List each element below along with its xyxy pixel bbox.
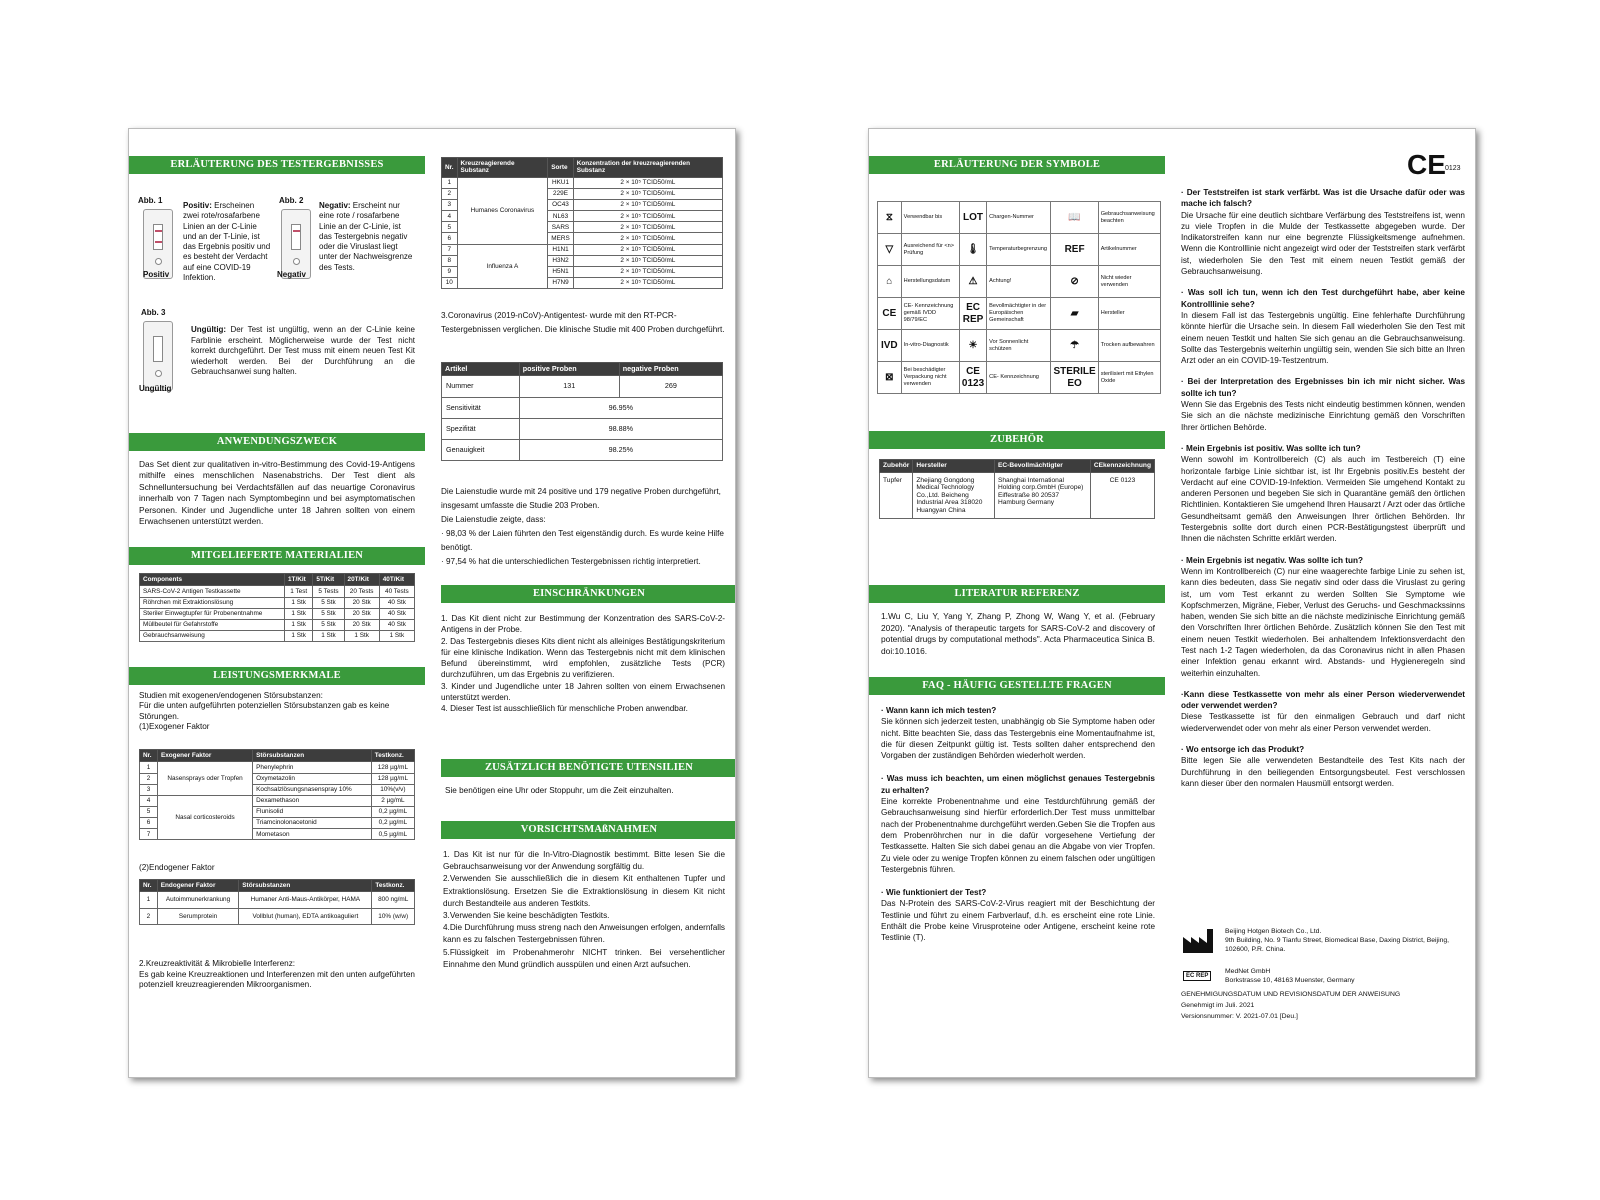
table-cell: 2 × 10⁵ TCID50/mL: [573, 266, 722, 277]
table-cell: 2 × 10⁵ TCID50/mL: [573, 177, 722, 188]
faq-item: [1181, 689, 1465, 734]
table-header-cell: Nr.: [140, 880, 158, 892]
lay-study-text: Die Laienstudie wurde mit 24 positive und 179 negative Proben durchgeführt, insgesamt umfasste die Studie 203 Proben. Die Laienstudie zeigte, dass: · 98,03 % der Laien führten den Test eigenständig durch. Es wurde keine Hilfe benötigt. · 97,54 % hat die unterschiedlichen Testergebnissen richtig interpretiert.: [441, 487, 724, 566]
table-cell: 40 Stk: [379, 608, 414, 619]
table-header-cell: Hersteller: [913, 460, 995, 473]
table-row: [880, 472, 1155, 519]
table-cell: 2 × 10⁵ TCID50/mL: [573, 277, 722, 288]
symbol-icon: ⊠: [878, 362, 902, 394]
table-cell: 1 Stk: [285, 630, 313, 641]
symbol-icon: IVD: [878, 330, 902, 362]
symbol-row: [878, 330, 1161, 362]
table-header-cell: EC-Bevollmächtigter: [994, 460, 1090, 473]
symbol-row: [878, 234, 1161, 266]
table-cell: 40 Stk: [379, 597, 414, 608]
table-header-cell: Testkonz.: [372, 880, 415, 892]
symbol-icon: ▰: [1051, 298, 1098, 330]
symbol-icon: REF: [1051, 234, 1098, 266]
table-cell: 2 × 10⁵ TCID50/mL: [573, 233, 722, 244]
faq-left-list: [881, 705, 1155, 956]
endogenous-label: (2)Endogener Faktor: [139, 863, 215, 872]
symbol-label: Herstellungsdatum: [901, 266, 959, 298]
faq-question: · Mein Ergebnis ist positiv. Was sollte ich tun?: [1181, 443, 1361, 453]
table-row: [140, 892, 415, 908]
table-header-cell: Kreuzreagierende Substanz: [457, 158, 548, 178]
table-row: [442, 376, 723, 397]
table-header-cell: Konzentration der kreuzreagierenden Substanz: [573, 158, 722, 178]
accessories-table: [879, 459, 1155, 519]
faq-item: [1181, 187, 1465, 277]
faq-item: [881, 887, 1155, 943]
symbols-table: [877, 201, 1161, 394]
fig2-caption: Negativ: [277, 270, 306, 279]
faq-question: ·Kann diese Testkassette von mehr als einer Person wiederverwendet oder verwendet werden?: [1181, 689, 1465, 711]
cross-reactivity-text: 2.Kreuzreaktivität & Mikrobielle Interferenz: Es gab keine Kreuzreaktionen und Interferenzen mit den unten aufgeführten potenziell kreuzreagierenden Mikroorganismen.: [139, 959, 415, 990]
section-header-accessories: ZUBEHÖR: [869, 431, 1165, 449]
table-row: [140, 619, 415, 630]
section-header-symbols: ERLÄUTERUNG DER SYMBOLE: [869, 156, 1165, 174]
table-cell: 1 Stk: [285, 619, 313, 630]
table-row: [140, 608, 415, 619]
table-cell: 10% (w/w): [372, 908, 415, 924]
table-cell: 1: [140, 892, 158, 908]
table-header-cell: positive Proben: [519, 363, 619, 376]
table-cell: 1 Stk: [285, 597, 313, 608]
table-cell: 2 × 10⁵ TCID50/mL: [573, 188, 722, 199]
table-cell: 6: [442, 233, 458, 244]
endogenous-table: [139, 879, 415, 925]
symbol-icon: 🌡: [959, 234, 986, 266]
table-header-cell: 5T/Kit: [313, 574, 344, 586]
literature-text: 1.Wu C, Liu Y, Yang Y, Zhang P, Zhong W, Wang Y, et al. (February 2020). "Analysis of therapeutic targets for SARS-CoV-2 and discovery of potential drugs by computational methods". Acta Pharmaceutica Sinica B. doi:10.1016.: [881, 611, 1155, 656]
table-cell: Nummer: [442, 376, 520, 397]
table-cell: CE 0123: [1090, 472, 1154, 519]
table-row: [140, 586, 415, 597]
table-cell: Spezifität: [442, 418, 520, 439]
table-header-cell: Endogener Faktor: [157, 880, 239, 892]
table-cell: 1 Test: [285, 586, 313, 597]
section-header-purpose: ANWENDUNGSZWECK: [129, 433, 425, 451]
table-cell: Influenza A: [457, 244, 548, 289]
table-cell: Shanghai International Holding corp.GmbH (Europe) Eiffestraße 80 20537 Hamburg Germany: [994, 472, 1090, 519]
leaflet-page-1: [128, 128, 736, 1078]
manufacturer-address: Beijing Hotgen Biotech Co., Ltd. 9th Building, No. 9 Tianfu Street, Biomedical Base, Daxing District, Beijing, 102600, P.R. China.: [1225, 928, 1450, 953]
table-cell: Triamcinolonacetonid: [253, 818, 372, 829]
table-cell: 7: [442, 244, 458, 255]
section-header-performance: LEISTUNGSMERKMALE: [129, 667, 425, 685]
fig1-label: Abb. 1: [138, 196, 163, 205]
symbol-icon: LOT: [959, 202, 986, 234]
table-cell: 2 × 10⁵ TCID50/mL: [573, 222, 722, 233]
table-cell: Gebrauchsanweisung: [140, 630, 285, 641]
faq-answer: Diese Testkassette ist für den einmaligen Gebrauch und darf nicht wiederverwendet oder von mehr als einer Person verwendet werden.: [1181, 712, 1465, 733]
table-cell: 2: [140, 773, 158, 784]
symbol-icon: STERILE EO: [1051, 362, 1098, 394]
faq-question: · Was muss ich beachten, um einen möglichst genaues Testergebnis zu erhalten?: [881, 774, 1155, 795]
table-cell: 10%(v/v): [371, 784, 414, 795]
table-cell: 5: [442, 222, 458, 233]
faq-answer: Sie können sich jederzeit testen, unabhängig ob Sie Symptome haben oder nicht. Bitte beachten Sie, dass das Testergebnis eine Momentaufnahme ist, die für diesen Zeitpunkt gültig ist. Tests sollten daher entsprechend den Vorgaben der zuständigen Behörden wiederholt werden.: [881, 717, 1155, 761]
table-row: [140, 762, 415, 773]
table-row: [140, 630, 415, 641]
table-row: [442, 397, 723, 418]
table-cell: Mometason: [253, 829, 372, 840]
table-cell: 4: [442, 211, 458, 222]
faq-answer: Die Ursache für eine deutlich sichtbare Verfärbung des Teststreifens ist, wenn zu viele Tropfen in die Mulde der Testkassette abgegeben wurde. Der Indikatorstreifen kann nur eine begrenzte Flüssigkeitsmenge aufnehmen. Wenn die Kontrolllinie nicht angezeigt wird oder der Teststreifen stark verfärbt ist, wiederholen Sie den Test mit einem neuen Testkit gemäß der Gebrauchsanweisung.: [1181, 210, 1465, 277]
table-cell: 98.88%: [519, 418, 722, 439]
table-cell: Flunisolid: [253, 806, 372, 817]
table-cell: 5 Tests: [313, 586, 344, 597]
table-cell: Dexamethason: [253, 795, 372, 806]
limitations-text: 1. Das Kit dient nicht zur Bestimmung der Konzentration des SARS-CoV-2-Antigens in der Probe. 2. Das Testergebnis dieses Kits dient nicht als alleiniges Bestätigungskriterium für eine klinische Indikation. Wenn das Testergebnis nicht mit dem klinischen Befund übereinstimmt, wird empfohlen, zusätzliche Tests (PCR) durchzuführen, um das Ergebnis zu verifizieren. 3. Kinder und Jugendliche unter 18 Jahren sollten von einem Erwachsenen unterstützt werden. 4. Dieser Test ist ausschließlich für menschliche Proben anwendbar.: [441, 614, 725, 714]
cross-reactivity-table: [441, 157, 723, 289]
table-cell: 2: [140, 908, 158, 924]
symbol-label: Verwendbar bis: [901, 202, 959, 234]
symbol-icon: EC REP: [959, 298, 986, 330]
table-cell: SARS-CoV-2 Antigen Testkassette: [140, 586, 285, 597]
table-cell: 40 Stk: [379, 619, 414, 630]
section-header-faq: FAQ - HÄUFIG GESTELLTE FRAGEN: [869, 677, 1165, 695]
faq-answer: Wenn Sie das Ergebnis des Tests nicht eindeutig bestimmen können, wenden Sie sich an die nächste medizinische Einrichtung gemäß den Vorschriften Ihrer örtlichen Behörde.: [1181, 400, 1465, 432]
faq-question: · Wo entsorge ich das Produkt?: [1181, 745, 1305, 755]
table-cell: 2 × 10⁵ TCID50/mL: [573, 211, 722, 222]
table-cell: 8: [442, 255, 458, 266]
fig2-label: Abb. 2: [279, 196, 304, 205]
ce-notified-body-number: 0123: [1445, 165, 1461, 172]
table-cell: Tupfer: [880, 472, 913, 519]
symbol-label: CE- Kennzeichnung: [987, 362, 1051, 394]
fig1-caption: Positiv: [143, 270, 170, 279]
faq-question: · Was soll ich tun, wenn ich den Test durchgeführt habe, aber keine Kontrolllinie sehe?: [1181, 288, 1465, 309]
ec-rep-icon: EC REP: [1183, 971, 1211, 981]
table-cell: Sensitivität: [442, 397, 520, 418]
table-cell: Kochsalzlösungsnasenspray 10%: [253, 784, 372, 795]
table-cell: 20 Stk: [344, 619, 379, 630]
table-cell: 20 Stk: [344, 608, 379, 619]
table-cell: Humanes Coronavirus: [457, 177, 548, 244]
table-header-cell: 40T/Kit: [379, 574, 414, 586]
faq-right-list: [1181, 187, 1465, 799]
table-header-cell: Störsubstanzen: [239, 880, 372, 892]
manufacturer-icon: [1183, 929, 1215, 953]
section-header-precautions: VORSICHTSMAßNAHMEN: [441, 821, 736, 839]
purpose-text: Das Set dient zur qualitativen in-vitro-Bestimmung des Covid-19-Antigens mithilfe eines menschlichen Nasenabstrichs. Der Test dient als Schnelluntersuchung bei Verdachtsfällen auf das neuartige Coronavirus innerhalb von 7 Tagen nach Symptombeginn und bei asymptomatischen Personen. Kinder und Jugendliche unter 18 Jahren sollten von einem Erwachsenen unterstützt werden.: [139, 459, 415, 527]
faq-question: · Mein Ergebnis ist negativ. Was sollte ich tun?: [1181, 555, 1363, 565]
table-cell: 131: [519, 376, 619, 397]
symbol-icon: ☂: [1051, 330, 1098, 362]
symbol-label: CE- Kennzeichnung gemäß IVDD 98/79/EC: [901, 298, 959, 330]
table-header-cell: Components: [140, 574, 285, 586]
table-cell: 96.95%: [519, 397, 722, 418]
table-header-cell: 20T/Kit: [344, 574, 379, 586]
materials-table: [139, 573, 415, 642]
table-cell: 9: [442, 266, 458, 277]
table-header-cell: negative Proben: [619, 363, 722, 376]
symbol-label: sterilisiert mit Ethylen Oxide: [1098, 362, 1160, 394]
corona-study-text: 3.Coronavirus (2019-nCoV)-Antigentest- wurde mit den RT-PCR-Testergebnissen verglichen. Die klinische Studie mit 400 Proben durchgeführt.: [441, 311, 725, 334]
symbol-icon: ⊘: [1051, 266, 1098, 298]
table-cell: 5 Stk: [313, 619, 344, 630]
table-cell: 2 × 10⁵ TCID50/mL: [573, 200, 722, 211]
symbol-label: Gebrauchsanweisung beachten: [1098, 202, 1160, 234]
faq-answer: Das N-Protein des SARS-CoV-2-Virus reagiert mit der Beschichtung der Testlinie und führt zu einem Farbverlauf, d.h. es erscheint eine rote Linie. Enthält die Probe keine Virusproteine oder Antigene, erscheint keine rote Testlinie (T).: [881, 899, 1155, 943]
table-cell: 1 Stk: [344, 630, 379, 641]
table-cell: 20 Tests: [344, 586, 379, 597]
table-cell: 3: [442, 200, 458, 211]
symbol-icon: ⧖: [878, 202, 902, 234]
symbol-icon: 📖: [1051, 202, 1098, 234]
table-cell: Müllbeutel für Gefahrstoffe: [140, 619, 285, 630]
symbol-label: In-vitro-Diagnostik: [901, 330, 959, 362]
faq-question: · Bei der Interpretation des Ergebnisses bin ich mir nicht sicher. Was sollte ich tun?: [1181, 377, 1465, 398]
faq-item: [1181, 443, 1465, 545]
table-cell: 800 ng/mL: [372, 892, 415, 908]
section-header-utensils: ZUSÄTZLICH BENÖTIGTE UTENSILIEN: [441, 759, 736, 777]
table-cell: Zhejiang Gongdong Medical Technology Co.,Ltd. Beicheng Industrial Area 318020 Huangyan China: [913, 472, 995, 519]
performance-intro: Studien mit exogenen/endogenen Störsubstanzen: Für die unten aufgeführten potenziellen Störsubstanzen gab es keine Störungen. (1)Exogener Faktor: [139, 691, 390, 732]
table-header-cell: Artikel: [442, 363, 520, 376]
table-cell: 0,5 µg/mL: [371, 829, 414, 840]
symbol-label: Ausreichend für <n> Prüfung: [901, 234, 959, 266]
table-header-cell: 1T/Kit: [285, 574, 313, 586]
table-cell: H7N9: [548, 277, 573, 288]
symbol-row: [878, 298, 1161, 330]
table-cell: 20 Stk: [344, 597, 379, 608]
exogenous-table: [139, 749, 415, 840]
table-cell: Röhrchen mit Extraktionslösung: [140, 597, 285, 608]
table-cell: Nasensprays oder Tropfen: [157, 762, 252, 795]
table-cell: Nasal corticosteroids: [157, 795, 252, 840]
precautions-text: 1. Das Kit ist nur für die In-Vitro-Diagnostik bestimmt. Bitte lesen Sie die Gebrauchsanweisung vor der Anwendung sorgfältig du. 2.Verwenden Sie ausschließlich die in diesem Kit enthaltenen Tupfer und Extraktionslösung. Ersetzen Sie die Extraktionslösung in diesem Kit nicht durch Bestandteile aus anderen Testkits. 3.Verwenden Sie keine beschädigten Testkits. 4.Die Durchführung muss streng nach den Anweisungen erfolgen, andernfalls kann es zu falschen Testergebnissen führen. 5.Flüssigkeit im Probenahmerohr NICHT trinken. Bei versehentlicher Einnahme den Mund gründlich ausspülen und einen Arzt aufsuchen.: [443, 850, 725, 969]
table-cell: 1 Stk: [313, 630, 344, 641]
table-cell: OC43: [548, 200, 573, 211]
table-cell: Steriler Einwegtupfer für Probenentnahme: [140, 608, 285, 619]
symbol-label: Bevollmächtigter in der Europäischen Gemeinschaft: [987, 298, 1051, 330]
symbol-row: [878, 266, 1161, 298]
table-header-cell: Störsubstanzen: [253, 750, 372, 762]
table-row: [442, 177, 723, 188]
clinical-results-table: [441, 362, 723, 461]
table-cell: Autoimmunerkrankung: [157, 892, 239, 908]
table-cell: 1 Stk: [379, 630, 414, 641]
page1-left-column: [129, 129, 425, 1077]
faq-question: · Wie funktioniert der Test?: [881, 888, 987, 898]
table-cell: Humaner Anti-Maus-Antikörper, HAMA: [239, 892, 372, 908]
symbol-label: Hersteller: [1098, 298, 1160, 330]
table-cell: 5: [140, 806, 158, 817]
table-row: [442, 244, 723, 255]
table-cell: 3: [140, 784, 158, 795]
faq-item: [881, 773, 1155, 875]
symbol-icon: ▽: [878, 234, 902, 266]
section-header-results: ERLÄUTERUNG DES TESTERGEBNISSES: [129, 156, 425, 174]
table-header-cell: Nr.: [140, 750, 158, 762]
table-row: [140, 908, 415, 924]
symbol-label: Chargen-Nummer: [987, 202, 1051, 234]
symbol-label: Artikelnummer: [1098, 234, 1160, 266]
faq-answer: Wenn im Kontrollbereich (C) nur eine waagerechte farbige Linie zu sehen ist, kann dies bedeuten, dass Sie negativ sind oder dass die Viruslast zu gering ist, um vom Test erkannt zu werden Sollten Sie Symptome wie Kopfschmerzen, Migräne, Fieber, Verlust des Geruchs- und Geschmackssinns haben, wenden Sie sich bitte an die nächste medizinische Einrichtung gemäß den Vorschriften Ihrer örtlichen Behörde. Zusätzlich können Sie den Test mit einem neuen Testkit wiederholen. Bei anhaltendem Infektionsverdacht den Test nach 1-2 Tagen wiederholen, da das Coronavirus nicht in allen Phasen einer Infektion genau erkannt wird. Abstands- und Hygieneregeln sind weiterhin einzuhalten.: [1181, 566, 1465, 678]
table-cell: 98.25%: [519, 440, 722, 461]
table-header-cell: Exogener Faktor: [157, 750, 252, 762]
page2-left-column: [869, 129, 1165, 1077]
symbol-icon: CE 0123: [959, 362, 986, 394]
faq-item: [881, 705, 1155, 761]
table-cell: 5 Stk: [313, 608, 344, 619]
table-cell: 4: [140, 795, 158, 806]
symbol-label: Trocken aufbewahren: [1098, 330, 1160, 362]
table-cell: 128 µg/mL: [371, 762, 414, 773]
faq-item: [1181, 287, 1465, 366]
table-cell: H1N1: [548, 244, 573, 255]
table-cell: 1: [442, 177, 458, 188]
section-header-materials: MITGELIEFERTE MATERIALIEN: [129, 547, 425, 565]
table-cell: MERS: [548, 233, 573, 244]
leaflet-page-2: [868, 128, 1476, 1078]
symbol-row: [878, 362, 1161, 394]
table-cell: H3N2: [548, 255, 573, 266]
table-cell: Serumprotein: [157, 908, 239, 924]
faq-question: · Der Teststreifen ist stark verfärbt. Was ist die Ursache dafür oder was mache ich falsch?: [1181, 188, 1465, 209]
table-cell: 0,2 µg/mL: [371, 818, 414, 829]
table-row: [140, 597, 415, 608]
table-cell: Oxymetazolin: [253, 773, 372, 784]
fig3-label: Abb. 3: [141, 308, 166, 317]
faq-item: [1181, 376, 1465, 432]
table-cell: 10: [442, 277, 458, 288]
table-cell: H5N1: [548, 266, 573, 277]
table-cell: Genauigkeit: [442, 440, 520, 461]
ce-mark: CE: [1407, 149, 1446, 180]
symbol-row: [878, 202, 1161, 234]
table-cell: 2 µg/mL: [371, 795, 414, 806]
table-header-cell: Zubehör: [880, 460, 913, 473]
symbol-icon: ⌂: [878, 266, 902, 298]
test-cassette-invalid: [143, 321, 173, 391]
table-cell: 2 × 10⁵ TCID50/mL: [573, 255, 722, 266]
fig3-caption: Ungültig: [139, 384, 172, 393]
utensils-text: Sie benötigen eine Uhr oder Stoppuhr, um die Zeit einzuhalten.: [445, 786, 674, 795]
table-row: [140, 795, 415, 806]
section-header-limitations: EINSCHRÄNKUNGEN: [441, 585, 736, 603]
table-cell: HKU1: [548, 177, 573, 188]
table-row: [442, 418, 723, 439]
table-header-cell: CEkennzeichnung: [1090, 460, 1154, 473]
table-cell: 1: [140, 762, 158, 773]
faq-answer: Eine korrekte Probenentnahme und eine Testdurchführung gemäß der Gebrauchsanweisung sind hierfür erforderlich.Der Test muss unmittelbar nach der Probenentnahme durchgeführt werden.Geben Sie die Tropfen aus dem Probenröhrchen nur in die dafür vorgesehene Vertiefung der Testkassette. Halten Sie sich dabei genau an die Abgabe von vier Tropfen. Zu viele oder zu wenige Tropfen können zu einem falschen oder ungültigen Testergebnis führen.: [881, 797, 1156, 874]
table-cell: Vollblut (human), EDTA antikoaguliert: [239, 908, 372, 924]
table-cell: 1 Stk: [285, 608, 313, 619]
table-cell: 0,2 µg/mL: [371, 806, 414, 817]
faq-answer: In diesem Fall ist das Testergebnis ungültig. Eine fehlerhafte Durchführung könnte hierfür die Ursache sein. In diesem Fall wiederholen Sie den Test mit einem neuen Testkit und halten Sie sich genau an die Gebrauchsanweisung. Sollte das Testergebnis weiterhin ungültig sein, wenden Sie sich bitte an Ihren Arzt oder an ein COVID-19-Testzentrum.: [1181, 310, 1465, 366]
section-header-literature: LITERATUR REFERENZ: [869, 585, 1165, 603]
table-cell: 7: [140, 829, 158, 840]
faq-item: [1181, 555, 1465, 679]
page1-right-column: [441, 129, 736, 1077]
table-cell: 6: [140, 818, 158, 829]
faq-answer: Bitte legen Sie alle verwendeten Bestandteile des Test Kits nach der Durchführung in den beiliegenden Entsorgungsbeutel. Fest verschlossen kann dieser über den normalen Hausmüll entsorgt werden.: [1181, 756, 1465, 788]
table-cell: 229E: [548, 188, 573, 199]
table-cell: 269: [619, 376, 722, 397]
table-cell: 5 Stk: [313, 597, 344, 608]
table-cell: 40 Tests: [379, 586, 414, 597]
symbol-icon: CE: [878, 298, 902, 330]
symbol-icon: ⚠: [959, 266, 986, 298]
fig3-text: Ungültig: Der Test ist ungültig, wenn an der C-Linie keine Farblinie erscheint. Möglicherweise wurde der Test nicht korrekt durchgeführt. Der Test muss mit einem neuen Test Kit wiederholt werden. Bei der Durchführung an die Gebrauchsanwei sung halten.: [191, 325, 415, 376]
page2-right-column: [1181, 129, 1476, 1077]
fig1-text: Positiv: Erscheinen zwei rote/rosafarbene Linien an der C-Linie und an der T-Linie, ist das Ergebnis positiv und es besteht der Verdacht auf eine COVID-19 Infektion.: [183, 201, 271, 283]
symbol-icon: ☀: [959, 330, 986, 362]
table-cell: 2: [442, 188, 458, 199]
symbol-label: Temperaturbegrenzung: [987, 234, 1051, 266]
table-cell: NL63: [548, 211, 573, 222]
table-row: [442, 440, 723, 461]
table-header-cell: Nr.: [442, 158, 458, 178]
symbol-label: Achtung!: [987, 266, 1051, 298]
symbol-label: Bei beschädigter Verpackung nicht verwenden: [901, 362, 959, 394]
table-header-cell: Sorte: [548, 158, 573, 178]
table-cell: Phenylephrin: [253, 762, 372, 773]
faq-question: · Wann kann ich mich testen?: [881, 706, 997, 715]
faq-answer: Wenn sowohl im Kontrollbereich (C) als auch im Testbereich (T) eine horizontale farbige Linie sichtbar ist, ist Ihr Ergebnis positiv.Es besteht der Verdacht auf eine COVID-19-Infektion. Vermeiden Sie umgehend Kontakt zu anderen Personen und begeben Sie sich in Quarantäne gemäß den örtlichen Richtlinien. Kontaktieren Sie umgehend Ihren Hausarzt / Arzt oder das örtliche Gesundheitsamt gemäß den Anweisungen Ihrer örtlichen Behörden. Ihr Testergebnis sollte dort durch einen PCR-Bestätigungstest überprüft und Ihnen die nächsten Schritte erklärt werden.: [1181, 455, 1465, 544]
table-header-cell: Testkonz.: [371, 750, 414, 762]
faq-item: [1181, 744, 1465, 789]
symbol-label: Nicht wieder verwenden: [1098, 266, 1160, 298]
ec-rep-address: MedNet GmbH Borkstrasse 10, 48163 Muenster, Germany: [1225, 968, 1355, 984]
symbol-label: Vor Sonnenlicht schützen: [987, 330, 1051, 362]
table-cell: SARS: [548, 222, 573, 233]
fig2-text: Negativ: Erscheint nur eine rote / rosafarbene Linie an der C-Linie, ist das Testergebnis negativ oder die Viruslast liegt unter der Nachweisgrenze des Tests.: [319, 201, 413, 272]
table-cell: 128 µg/mL: [371, 773, 414, 784]
table-cell: 2 × 10⁵ TCID50/mL: [573, 244, 722, 255]
approval-info: GENEHMIGUNGSDATUM UND REVISIONSDATUM DER ANWEISUNG Genehmigt im Juli. 2021 Versionsnummer: V. 2021-07.01 [Deu.]: [1181, 991, 1401, 1020]
